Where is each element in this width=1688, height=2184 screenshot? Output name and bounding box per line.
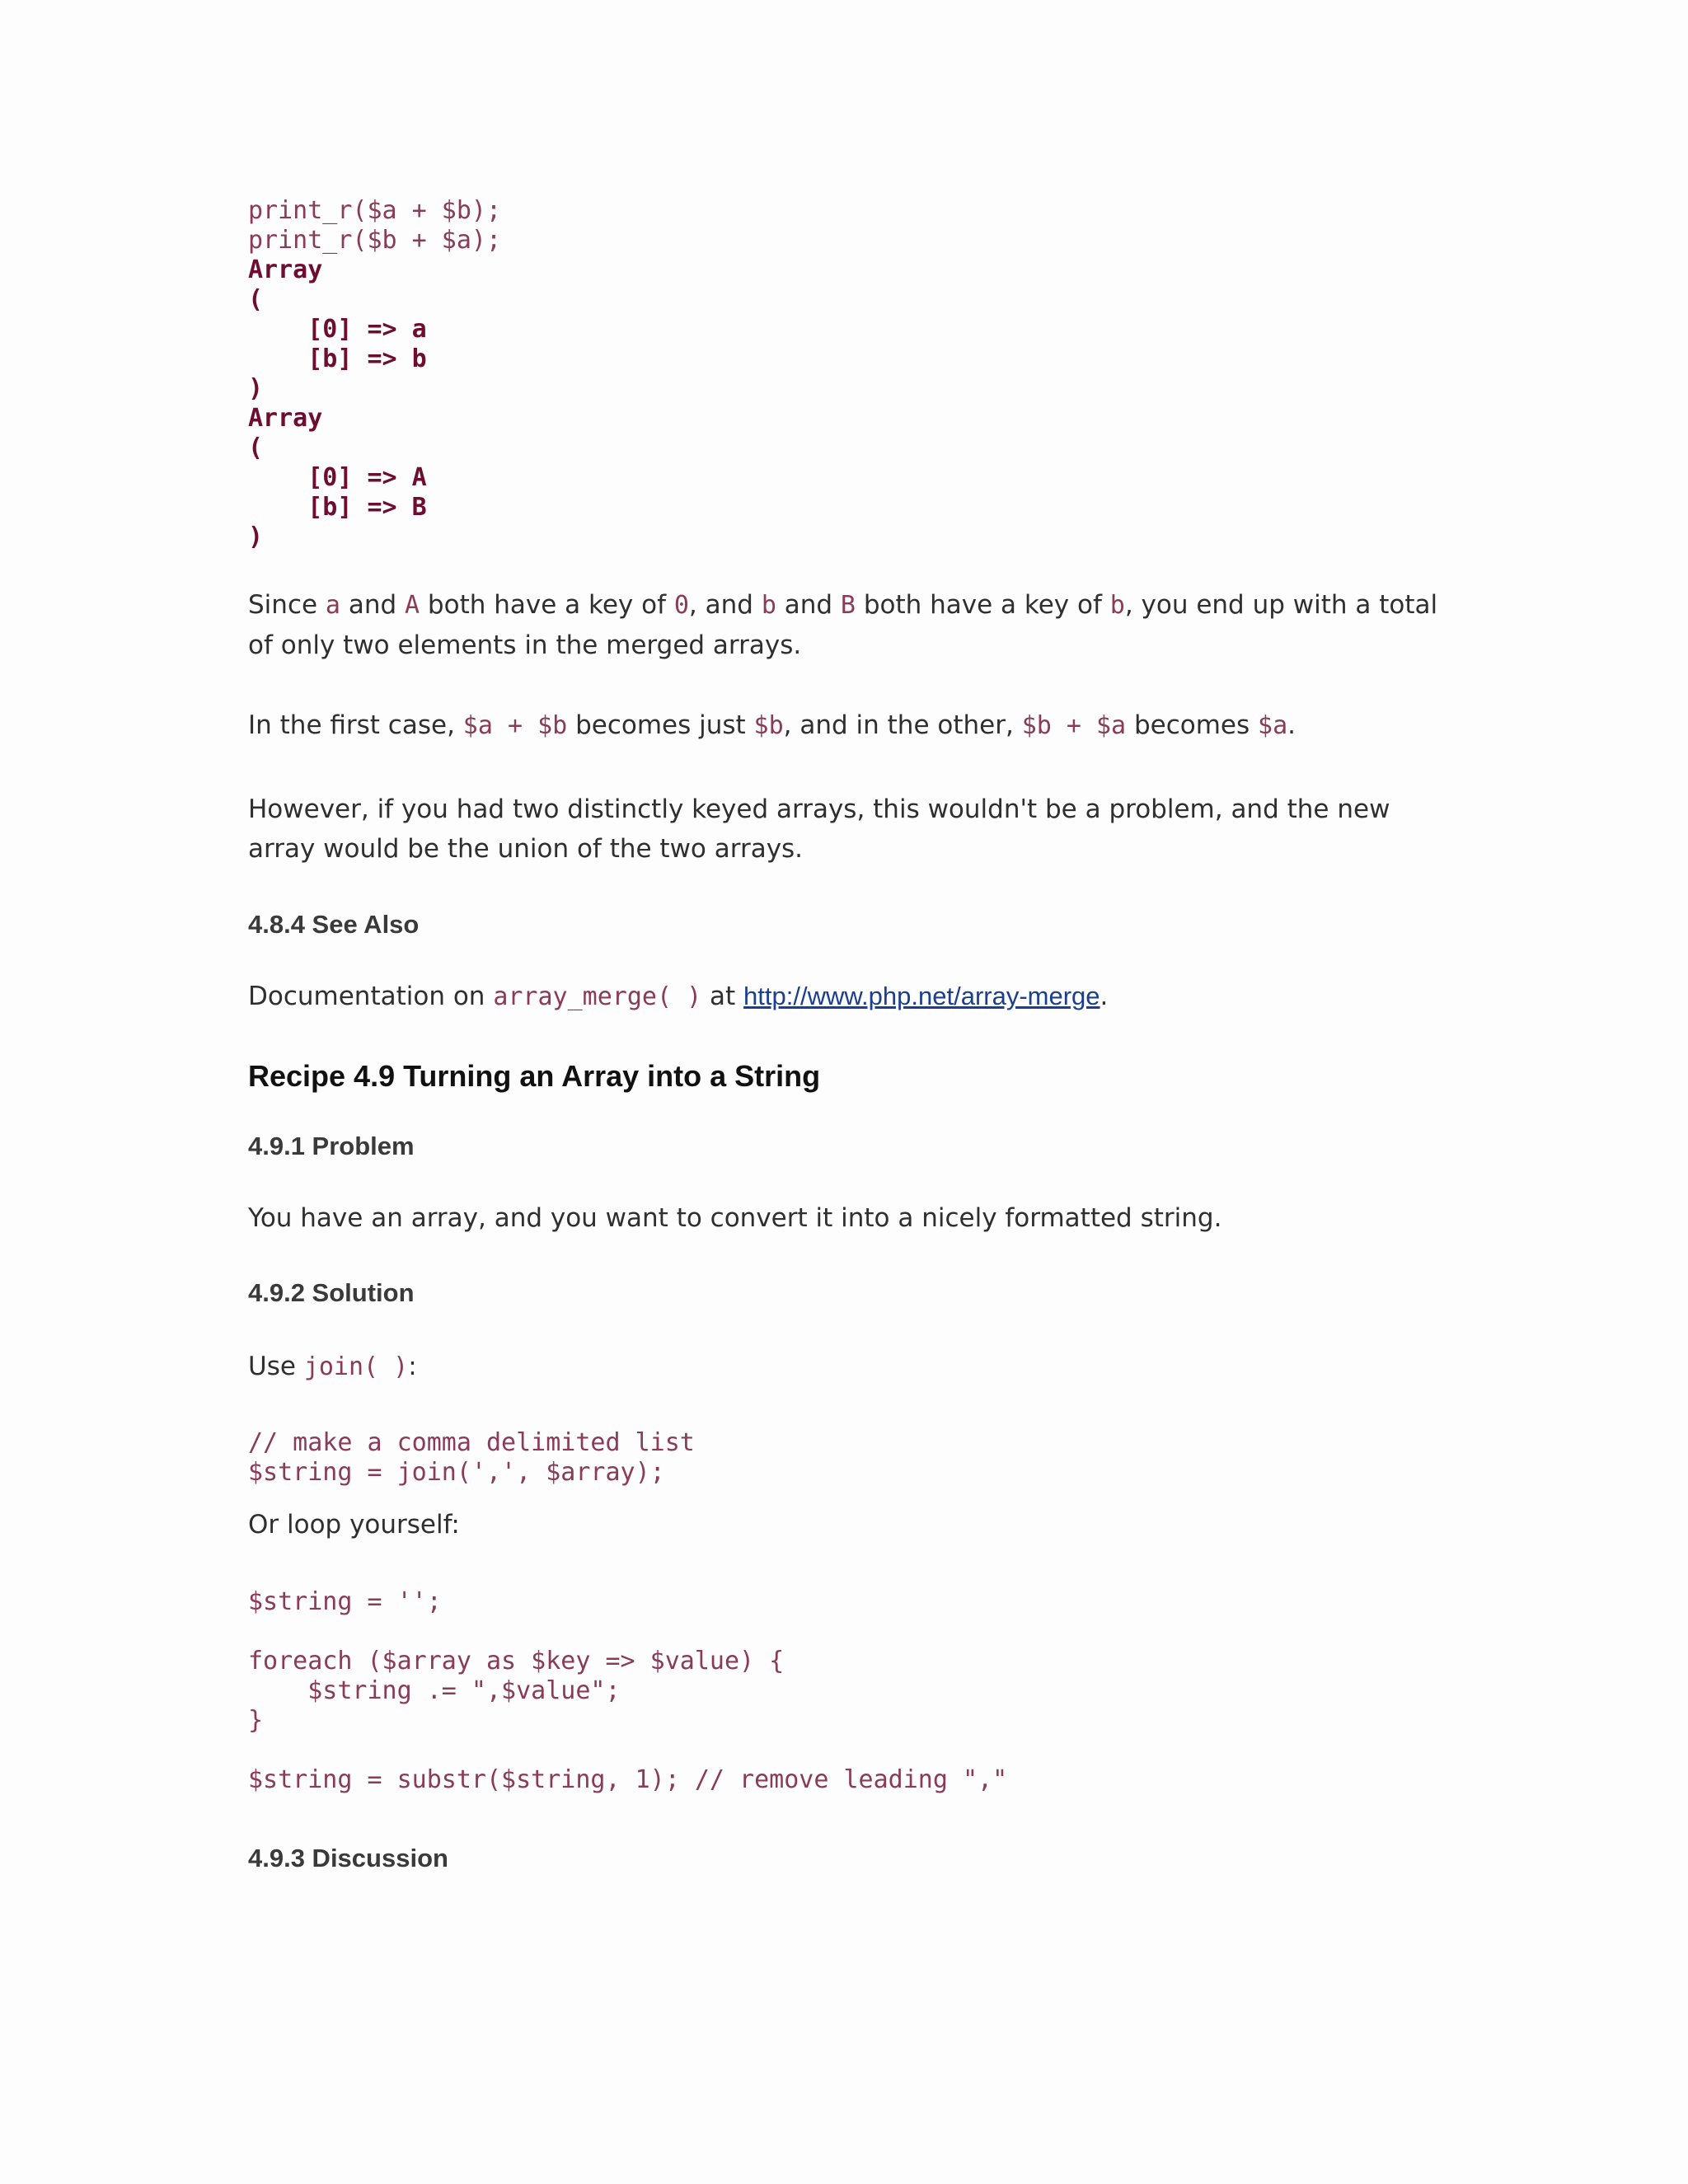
paragraph-loop: Or loop yourself:	[248, 1510, 460, 1540]
code-input	[248, 1587, 1007, 1795]
paragraph-see-also: Documentation on array_merge( ) at http://www.php.net/array-merge.	[248, 982, 1109, 1011]
output-line: )	[248, 374, 264, 403]
paragraph-however: However, if you had two distinctly keyed arrays, this wouldn't be a problem, and the new array would be the union of the two arrays.	[248, 794, 1390, 864]
code-line: $string = join(',', $array);	[248, 1458, 665, 1487]
code-input	[248, 1428, 695, 1488]
code-block-loop	[248, 1587, 1007, 1795]
heading-solution: 4.9.2 Solution	[248, 1278, 415, 1307]
code-block-join	[248, 1428, 695, 1488]
output-line: (	[248, 434, 264, 462]
output-line: Array	[248, 255, 323, 284]
output-line: [0] => a	[248, 315, 427, 344]
heading-problem: 4.9.1 Problem	[248, 1132, 415, 1160]
paragraph-since: Since a and A both have a key of 0, and b and B both have a key of b, you end up with a total of only two elements in the merged arrays.	[248, 590, 1438, 660]
heading-see-also: 4.8.4 See Also	[248, 910, 420, 939]
code-line: foreach ($array as $key => $value) {	[248, 1647, 785, 1675]
code-line: print_r($b + $a);	[248, 226, 502, 255]
heading-recipe: Recipe 4.9 Turning an Array into a String	[248, 1059, 821, 1093]
output-line: [0] => A	[248, 463, 427, 492]
output-line: Array	[248, 404, 323, 433]
output-line: [b] => B	[248, 493, 427, 522]
output-line: (	[248, 285, 264, 314]
heading-discussion: 4.9.3 Discussion	[248, 1844, 448, 1872]
code-line: // make a comma delimited list	[248, 1428, 695, 1457]
code-line: print_r($a + $b);	[248, 196, 502, 225]
code-line: $string = '';	[248, 1587, 442, 1616]
output-line: [b] => b	[248, 344, 427, 373]
paragraph-first-case: In the first case, $a + $b becomes just $b, and in the other, $b + $a becomes $a.	[248, 710, 1296, 740]
output-line: )	[248, 523, 264, 551]
paragraph-use-join: Use join( ):	[248, 1352, 417, 1381]
code-block-print-r	[248, 196, 501, 552]
paragraph-problem: You have an array, and you want to convert it into a nicely formatted string.	[248, 1203, 1222, 1233]
link-array-merge[interactable]: http://www.php.net/array-merge	[743, 982, 1100, 1010]
code-line: }	[248, 1706, 264, 1735]
code-input	[248, 196, 501, 552]
code-line: $string .= ",$value";	[248, 1676, 621, 1705]
code-line: $string = substr($string, 1); // remove leading ","	[248, 1765, 1008, 1794]
